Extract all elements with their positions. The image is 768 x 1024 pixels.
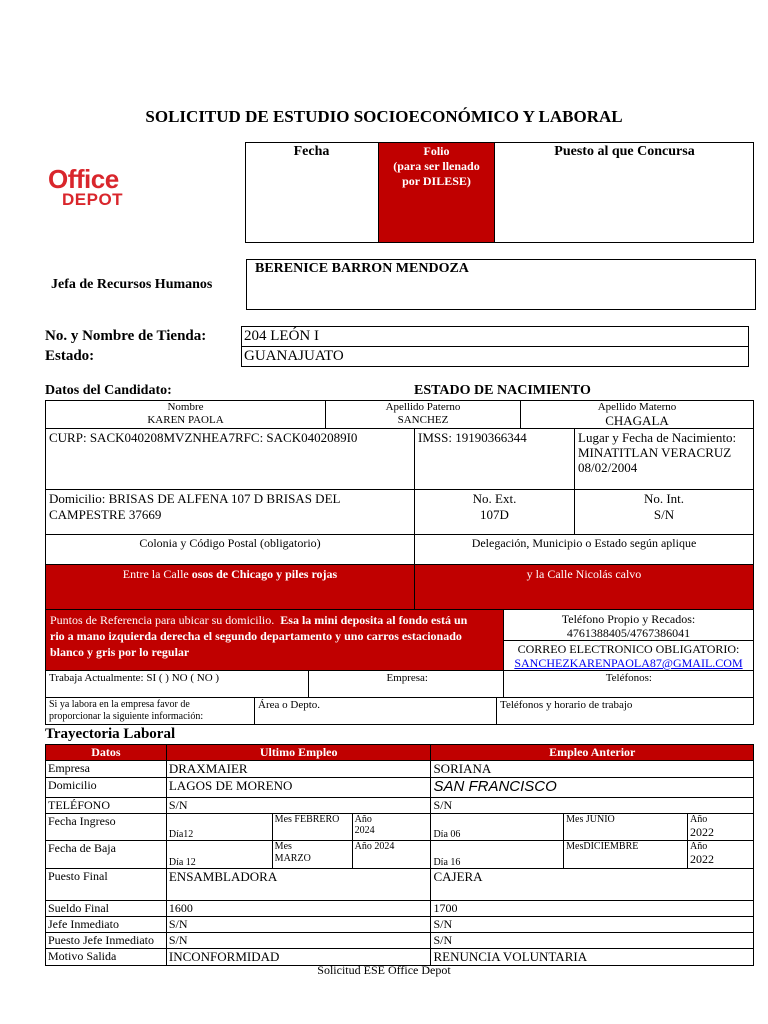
baja-anterior-dia	[431, 841, 564, 869]
ingreso-anterior-anio-label: Año	[690, 814, 708, 825]
trayectoria-label: Trayectoria Laboral	[45, 726, 176, 742]
table-row	[46, 798, 754, 814]
ingreso-ultimo-mes-value: Mes FEBRERO	[274, 814, 340, 825]
curp-value: CURP: SACK040208MVZNHEA7RFC: SACK0402089I0	[49, 430, 358, 445]
fecha-cell	[245, 142, 379, 243]
puesto-jefe-row-label: Puesto Jefe Inmediato	[46, 933, 167, 949]
ya-labora-line2: proporcionar la siguiente información:	[49, 711, 204, 722]
baja-ultimo-anio	[352, 841, 431, 869]
logo-line1: Office	[48, 164, 119, 194]
entre-calle-value: osos de Chicago y piles rojas	[191, 567, 338, 581]
fecha-nac-value: 08/02/2004	[578, 460, 638, 475]
referencia-line1: Esa la mini deposita al fondo está un	[280, 613, 468, 627]
area-label: Área o Depto.	[258, 699, 321, 711]
trabaja-value: Trabaja Actualmente: SI ( ) NO ( NO )	[49, 672, 220, 684]
tienda-field	[241, 326, 749, 347]
tel-horario-cell	[496, 697, 754, 725]
table-row	[46, 917, 754, 933]
telefono-ultimo: S/N	[166, 798, 431, 814]
area-cell	[254, 697, 497, 725]
empresa-ultimo: DRAXMAIER	[166, 761, 431, 778]
header-ultimo: Ultimo Empleo	[166, 745, 431, 761]
folio-label-2: (para ser llenado	[393, 159, 480, 173]
lugar-value: MINATITLAN VERACRUZ	[578, 445, 732, 460]
empresa-cell	[308, 670, 504, 698]
tienda-label: No. y Nombre de Tienda:	[45, 328, 207, 344]
referencia-line3: blanco y gris por lo regular	[50, 645, 190, 659]
ingreso-anterior-mes	[564, 814, 688, 841]
ya-labora-cell	[45, 697, 255, 725]
paterno-label: Apellido Paterno	[385, 401, 461, 413]
referencia-line2: rio a mano izquierda derecha el segundo departamento y uno carros estacionado	[50, 629, 462, 643]
int-value: S/N	[653, 507, 675, 522]
domicilio-line1: Domicilio: BRISAS DE ALFENA 107 D BRISAS DEL	[49, 491, 341, 506]
baja-anterior-mes	[564, 841, 688, 869]
sueldo-anterior: 1700	[431, 901, 754, 917]
domicilio-row-label: Domicilio	[46, 778, 167, 798]
puesto-jefe-ultimo: S/N	[166, 933, 431, 949]
baja-anterior-dia-value: Día 16	[433, 857, 461, 868]
baja-ultimo-dia-value: Día 12	[168, 857, 196, 868]
office-depot-logo	[48, 166, 148, 208]
header-datos: Datos	[46, 745, 167, 761]
ingreso-ultimo-anio-label: Año	[354, 814, 372, 825]
table-row	[46, 814, 754, 841]
empresa-row-label: Empresa	[46, 761, 167, 778]
telefono-value: 4761388405/4767386041	[566, 626, 691, 640]
puesto-label: Puesto al que Concursa	[554, 144, 695, 159]
estado-label: Estado:	[45, 348, 95, 364]
ext-cell	[414, 489, 575, 535]
logo-line2: DEPOT	[62, 190, 124, 209]
jefa-box	[246, 259, 756, 310]
baja-ultimo-dia	[166, 841, 272, 869]
fecha-label: Fecha	[293, 144, 330, 159]
entre-calle-cell	[45, 564, 415, 610]
telefono-anterior: S/N	[431, 798, 754, 814]
ext-label: No. Ext.	[472, 491, 517, 506]
baja-anterior-anio-label: Año	[690, 841, 708, 852]
page-title: SOLICITUD DE ESTUDIO SOCIOECONÓMICO Y LABORAL	[145, 107, 623, 126]
baja-anterior-anio-value: 2022	[690, 852, 715, 866]
jefa-value: BERENICE BARRON MENDOZA	[255, 261, 469, 276]
empresa-label: Empresa:	[386, 672, 428, 684]
table-row	[46, 778, 754, 798]
correo-cell	[503, 640, 754, 671]
table-row	[46, 761, 754, 778]
motivo-ultimo: INCONFORMIDAD	[166, 949, 431, 966]
folio-label-3: por DILESE)	[402, 174, 471, 188]
trayectoria-table	[45, 744, 754, 966]
sueldo-ultimo: 1600	[166, 901, 431, 917]
ingreso-anterior-anio-value: 2022	[690, 825, 715, 839]
ingreso-ultimo-anio	[352, 814, 431, 841]
baja-ultimo-mes	[272, 841, 352, 869]
lugar-fecha-label: Lugar y Fecha de Nacimiento:	[578, 430, 737, 445]
puesto-anterior: CAJERA	[431, 869, 754, 901]
baja-anterior-mes-value: MesDICIEMBRE	[566, 841, 639, 852]
jefe-ultimo: S/N	[166, 917, 431, 933]
ext-value: 107D	[480, 507, 509, 522]
ingreso-ultimo-anio-value: 2024	[354, 825, 375, 836]
domicilio-cell	[45, 489, 415, 535]
tel-horario-label: Teléfonos y horario de trabajo	[500, 699, 633, 711]
puesto-jefe-anterior: S/N	[431, 933, 754, 949]
delegacion-label: Delegación, Municipio o Estado según aplique	[471, 536, 697, 550]
jefe-anterior: S/N	[431, 917, 754, 933]
domicilio-line2: CAMPESTRE 37669	[49, 507, 162, 522]
estado-nac-label: ESTADO DE NACIMIENTO	[414, 383, 591, 398]
fecha-ingreso-label: Fecha Ingreso	[46, 814, 167, 841]
imss-cell	[414, 428, 575, 490]
materno-cell	[520, 400, 754, 429]
ya-labora-line1: Si ya labora en la empresa favor de	[49, 699, 190, 710]
puesto-row-label: Puesto Final	[46, 869, 167, 901]
telefonos-label: Teléfonos:	[605, 672, 652, 684]
int-label: No. Int.	[643, 491, 685, 506]
lugar-fecha-cell	[574, 428, 754, 490]
entre-calle-label: Entre la Calle	[122, 567, 189, 581]
y-calle-cell	[414, 564, 754, 610]
y-calle-value: y la Calle Nicolás calvo	[526, 567, 642, 581]
ingreso-anterior-mes-value: Mes JUNIO	[566, 814, 615, 825]
nombre-cell	[45, 400, 326, 429]
jefa-label: Jefa de Recursos Humanos	[51, 277, 213, 292]
table-row	[46, 841, 754, 869]
header-anterior: Empleo Anterior	[431, 745, 754, 761]
estado-value: GUANAJUATO	[244, 348, 344, 364]
ingreso-ultimo-dia	[166, 814, 272, 841]
correo-link[interactable]: SANCHEZKARENPAOLA87@GMAIL.COM	[514, 656, 743, 670]
telefono-label: Teléfono Propio y Recados:	[561, 612, 696, 626]
candidato-label: Datos del Candidato:	[45, 383, 172, 398]
colonia-label: Colonia y Código Postal (obligatorio)	[139, 536, 321, 550]
motivo-row-label: Motivo Salida	[46, 949, 167, 966]
delegacion-cell	[414, 534, 754, 565]
ingreso-anterior-dia	[431, 814, 564, 841]
motivo-anterior: RENUNCIA VOLUNTARIA	[431, 949, 754, 966]
jefe-row-label: Jefe Inmediato	[46, 917, 167, 933]
referencia-cell	[45, 609, 504, 671]
footer-text: Solicitud ESE Office Depot	[317, 963, 451, 977]
trayectoria-header-row	[46, 745, 754, 761]
ingreso-ultimo-dia-value: Día12	[168, 829, 194, 840]
baja-ultimo-mes-label: Mes	[274, 841, 292, 852]
table-row	[46, 901, 754, 917]
nombre-label: Nombre	[167, 401, 204, 413]
folio-label-1: Folio	[423, 144, 450, 158]
empresa-anterior: SORIANA	[431, 761, 754, 778]
telefono-cell	[503, 609, 754, 641]
materno-label: Apellido Materno	[597, 401, 677, 413]
nombre-value: KAREN PAOLA	[147, 414, 224, 426]
colonia-cell	[45, 534, 415, 565]
table-row	[46, 933, 754, 949]
sueldo-row-label: Sueldo Final	[46, 901, 167, 917]
paterno-value: SANCHEZ	[397, 414, 449, 426]
baja-ultimo-mes-value: MARZO	[274, 853, 311, 864]
curp-cell	[45, 428, 415, 490]
paterno-cell	[325, 400, 521, 429]
puesto-ultimo: ENSAMBLADORA	[166, 869, 431, 901]
fecha-baja-label: Fecha de Baja	[46, 841, 167, 869]
baja-ultimo-anio-value: Año 2024	[354, 841, 395, 852]
tienda-value: 204 LEÓN I	[244, 328, 319, 344]
puesto-cell	[494, 142, 754, 243]
table-row	[46, 869, 754, 901]
ingreso-anterior-dia-value: Día 06	[433, 829, 461, 840]
folio-cell	[379, 143, 494, 242]
estado-field	[241, 346, 749, 367]
trabaja-cell	[45, 670, 309, 698]
int-cell	[574, 489, 754, 535]
telefonos-cell	[503, 670, 754, 698]
imss-value: IMSS: 19190366344	[418, 430, 527, 445]
domicilio-anterior: SAN FRANCISCO	[431, 778, 754, 798]
referencia-label: Puntos de Referencia para ubicar su domicilio.	[50, 613, 275, 627]
baja-anterior-anio	[688, 841, 754, 869]
materno-value: CHAGALA	[605, 413, 669, 428]
domicilio-ultimo: LAGOS DE MORENO	[166, 778, 431, 798]
telefono-row-label: TELÉFONO	[46, 798, 167, 814]
correo-label: CORREO ELECTRONICO OBLIGATORIO:	[517, 642, 740, 656]
ingreso-ultimo-mes	[272, 814, 352, 841]
ingreso-anterior-anio	[688, 814, 754, 841]
